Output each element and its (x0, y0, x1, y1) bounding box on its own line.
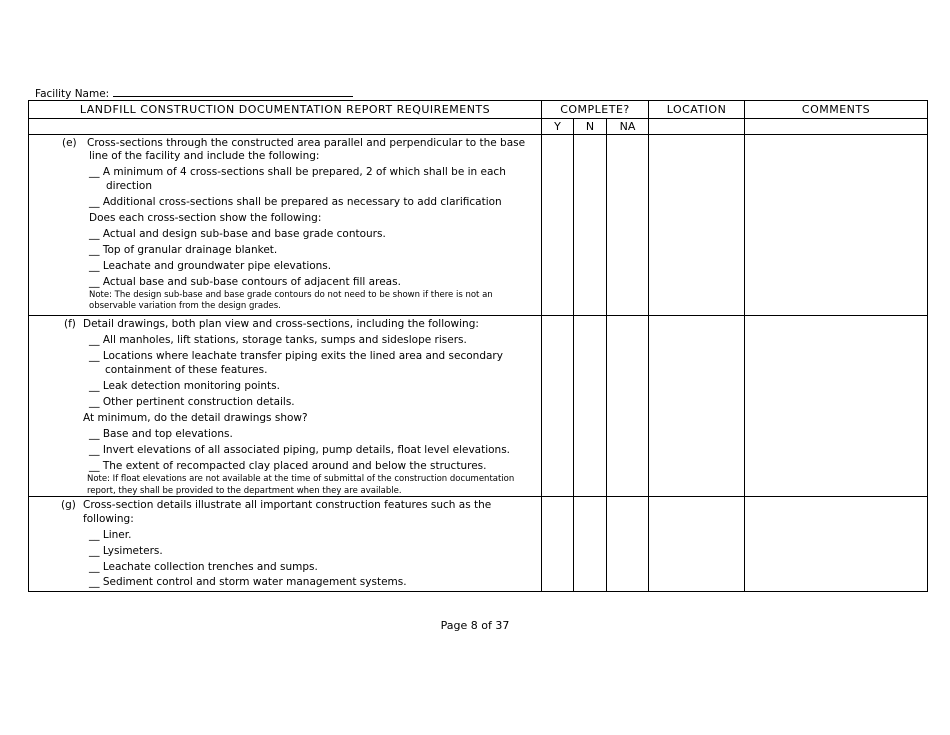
section-e-item: __ Leachate and groundwater pipe elevations. (89, 260, 332, 272)
header-complete: COMPLETE? (542, 101, 649, 119)
section-e-na-cell[interactable] (607, 135, 649, 316)
facility-name-field (35, 87, 353, 100)
section-g-item: __ Liner. (89, 529, 132, 541)
section-g-na-cell[interactable] (607, 497, 649, 592)
subheader-location-blank (649, 119, 745, 135)
section-e-y-cell[interactable] (542, 135, 574, 316)
section-e-item: __ Actual and design sub-base and base grade contours. (89, 228, 386, 240)
header-na: NA (607, 119, 649, 135)
section-f-item: __ All manholes, lift stations, storage tanks, sumps and sideslope risers. (89, 334, 467, 346)
header-n: N (574, 119, 607, 135)
section-f-item: __ Base and top elevations. (89, 428, 233, 440)
section-e-item-cont: direction (106, 180, 153, 192)
section-f-note: report, they shall be provided to the department when they are available. (87, 486, 402, 496)
section-f-comments-cell[interactable] (745, 316, 928, 497)
section-g-comments-cell[interactable] (745, 497, 928, 592)
section-f-n-cell[interactable] (574, 316, 607, 497)
section-f-content (29, 316, 542, 497)
section-e-row (29, 135, 928, 316)
section-f-note: Note: If float elevations are not available at the time of submittal of the construction documentation (87, 474, 515, 484)
section-f-item: __ Invert elevations of all associated piping, pump details, float level elevations. (89, 444, 511, 456)
section-f-y-cell[interactable] (542, 316, 574, 497)
section-f-question: At minimum, do the detail drawings show? (83, 412, 308, 424)
header-comments: COMMENTS (745, 101, 928, 119)
section-g-text: Cross-section details illustrate all important construction features such as the (83, 499, 492, 511)
header-requirements: LANDFILL CONSTRUCTION DOCUMENTATION REPORT REQUIREMENTS (29, 101, 542, 119)
section-f-item-cont: containment of these features. (105, 364, 268, 376)
header-y: Y (542, 119, 574, 135)
section-f-row (29, 316, 928, 497)
header-location: LOCATION (649, 101, 745, 119)
section-g-y-cell[interactable] (542, 497, 574, 592)
section-g-item: __ Sediment control and storm water management systems. (89, 576, 407, 588)
subheader-comments-blank (745, 119, 928, 135)
section-e-question: Does each cross-section show the following: (89, 212, 322, 224)
section-f-na-cell[interactable] (607, 316, 649, 497)
section-g-item: __ Lysimeters. (89, 545, 163, 557)
section-e-item: __ Additional cross-sections shall be prepared as necessary to add clarification (89, 196, 502, 208)
section-e-content (29, 135, 542, 316)
section-e-note: Note: The design sub-base and base grade contours do not need to be shown if there is not an (89, 290, 493, 300)
section-e-n-cell[interactable] (574, 135, 607, 316)
section-g-item: __ Leachate collection trenches and sumps. (89, 561, 318, 573)
section-e-location-cell[interactable] (649, 135, 745, 316)
section-e-note: observable variation from the design grades. (89, 301, 281, 311)
section-e-item: __ Top of granular drainage blanket. (89, 244, 278, 256)
section-f-location-cell[interactable] (649, 316, 745, 497)
section-g-location-cell[interactable] (649, 497, 745, 592)
subheader-row (29, 119, 928, 135)
section-f-item: __ The extent of recompacted clay placed around and below the structures. (89, 460, 487, 472)
section-f-text: Detail drawings, both plan view and cross-sections, including the following: (83, 318, 479, 330)
section-g-content (29, 497, 542, 592)
facility-name-blank (113, 87, 353, 97)
section-g-text: following: (83, 513, 134, 525)
section-e-item: __ Actual base and sub-base contours of adjacent fill areas. (89, 276, 401, 288)
section-g-n-cell[interactable] (574, 497, 607, 592)
section-e-text: line of the facility and include the following: (89, 150, 320, 162)
section-f-item: __ Other pertinent construction details. (89, 396, 295, 408)
section-g-row (29, 497, 928, 592)
section-e-comments-cell[interactable] (745, 135, 928, 316)
requirements-table (28, 100, 928, 592)
section-e-label: (e) (62, 137, 77, 149)
section-f-item: __ Locations where leachate transfer piping exits the lined area and secondary (89, 350, 503, 362)
subheader-blank (29, 119, 542, 135)
section-e-text: Cross-sections through the constructed area parallel and perpendicular to the base (87, 137, 526, 149)
section-g-label: (g) (61, 499, 76, 511)
section-e-item: __ A minimum of 4 cross-sections shall be prepared, 2 of which shall be in each (89, 166, 506, 178)
header-row (29, 101, 928, 119)
section-f-item: __ Leak detection monitoring points. (89, 380, 280, 392)
page-number: Page 8 of 37 (440, 619, 510, 632)
section-f-label: (f) (64, 318, 76, 330)
facility-name-label: Facility Name: (35, 88, 110, 100)
